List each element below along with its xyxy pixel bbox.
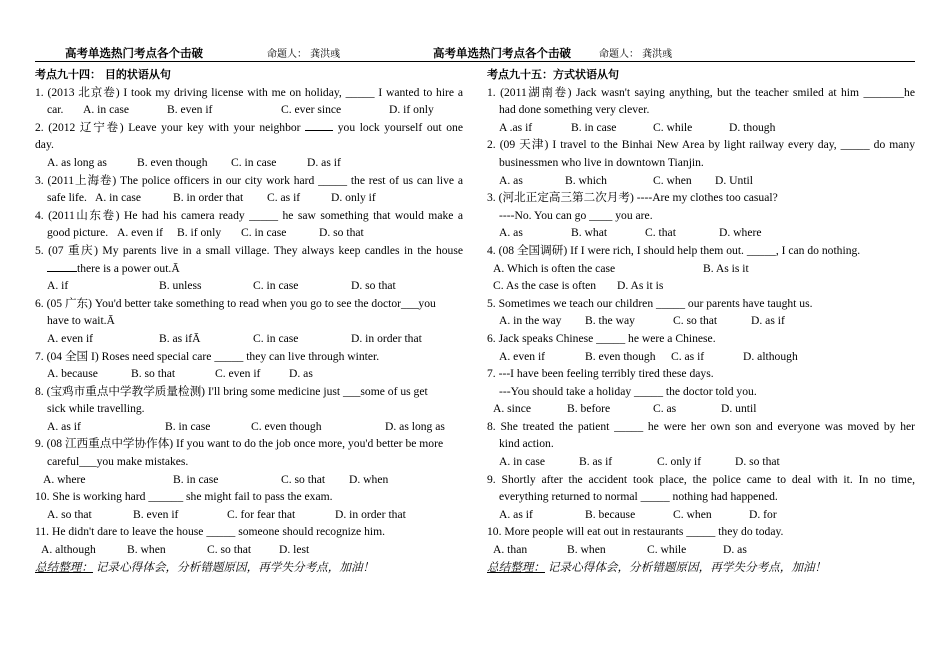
option: D. so that xyxy=(735,455,780,469)
question-options xyxy=(35,418,463,436)
option: D. in order that xyxy=(351,331,422,345)
option: C. in case xyxy=(253,331,299,345)
option: B. because xyxy=(585,507,636,521)
option: D. though xyxy=(729,120,776,134)
question-line: 6. (05 广东) You'd better take something to read when you go to see the doctor___you xyxy=(35,296,436,310)
option: A. as xyxy=(499,173,523,187)
option: A. even if xyxy=(47,331,94,345)
option: D. as xyxy=(289,367,313,381)
summary-label: 总结整理： xyxy=(487,560,545,574)
question-line: 4. (08 全国调研) If I were rich, I should help them out. _____, I can do nothing. xyxy=(487,243,861,257)
option: C. when xyxy=(653,173,692,187)
question-text: car. xyxy=(47,103,64,117)
option: B. so that xyxy=(131,367,176,381)
option: A. in case xyxy=(83,103,130,117)
right-section-title: 考点九十五：方式状语从句 xyxy=(487,68,619,81)
option: D. as if xyxy=(751,314,785,328)
option: B. in case xyxy=(173,472,219,486)
right-column xyxy=(487,66,915,576)
option: A. although xyxy=(41,543,96,557)
question-line: 3. (河北正定高三第二次月考) ----Are my clothes too casual? xyxy=(487,191,778,205)
summary-label: 总结整理： xyxy=(35,560,93,574)
option: C. only if xyxy=(657,455,702,469)
question-line: day. xyxy=(35,138,54,152)
question-text: 2. (2012 辽宁卷) Leave your key with your neighbor xyxy=(35,120,301,134)
option: C. in case xyxy=(231,155,277,169)
option: A. as long as xyxy=(47,155,107,169)
summary-text: 记录心得体会，分析错题原因，再学失分考点，加油！ xyxy=(92,560,375,574)
option: D. Until xyxy=(715,173,754,187)
answer-blank xyxy=(47,260,77,272)
option: C. while xyxy=(653,120,693,134)
option: C. so that xyxy=(207,543,252,557)
option: C. for fear that xyxy=(227,507,296,521)
option: A. where xyxy=(43,472,86,486)
question-line: 1. (2013 北京卷) I took my driving license with me on holiday, _____ I wanted to hire a xyxy=(35,85,463,99)
question-options xyxy=(487,277,915,295)
question-options xyxy=(35,471,463,489)
question-options xyxy=(35,154,463,172)
left-header-title: 高考单选热门考点各个击破 xyxy=(65,48,203,60)
question-text: safe life. xyxy=(47,191,87,205)
option: C. in case xyxy=(241,226,287,240)
option: B. in order that xyxy=(173,191,244,205)
option: A. as xyxy=(499,226,523,240)
option: D. as if xyxy=(307,155,341,169)
option: D. where xyxy=(719,226,762,240)
question-line: ---You should take a holiday _____ the doctor told you. xyxy=(499,384,757,398)
option: C. that xyxy=(645,226,676,240)
option: C. when xyxy=(673,507,712,521)
question-line: 4. (2011山东卷) He had his camera ready _____ he saw something that would make a xyxy=(35,208,463,222)
option: C. while xyxy=(647,543,687,557)
option: D. as xyxy=(723,543,747,557)
option: D. As it is xyxy=(617,279,664,293)
question-line: had done something very clever. xyxy=(499,103,650,117)
question-line: 11. He didn't dare to leave the house _____ someone should recognize him. xyxy=(35,525,386,539)
question-line: sick while travelling. xyxy=(47,402,145,416)
option: C. As the case is often xyxy=(493,279,597,293)
question-line: 9. (08 江西重点中学协作体) If you want to do the job once more, you'd better be more xyxy=(35,437,444,451)
question-line xyxy=(35,260,463,278)
question-line: kind action. xyxy=(499,437,554,451)
option: C. so that xyxy=(673,314,718,328)
option: C. in case xyxy=(253,279,299,293)
option: B. even though xyxy=(585,349,656,363)
option: C. as if xyxy=(267,191,301,205)
option: A. in case xyxy=(95,191,142,205)
option: A. than xyxy=(493,543,528,557)
option: C. even if xyxy=(215,367,261,381)
question-line: have to wait.Ā xyxy=(47,314,115,328)
option: B. in case xyxy=(165,419,211,433)
question-text: there is a power out.Ā xyxy=(77,261,180,275)
option: B. if only xyxy=(177,226,222,240)
option: B. unless xyxy=(159,279,202,293)
option: C. as if xyxy=(671,349,705,363)
question-line: 7. ---I have been feeling terribly tired these days. xyxy=(487,367,714,381)
question-line: 3. (2011上海卷) The police officers in our city work hard _____ the rest of us can live a xyxy=(35,173,463,187)
option: A .as if xyxy=(499,120,533,134)
question-text: good picture. xyxy=(47,226,109,240)
question-line: businessmen who live in downtown Tianjin. xyxy=(499,155,704,169)
option: D. so that xyxy=(319,226,364,240)
right-header-author: 命题人： 龚洪彧 xyxy=(599,49,673,60)
question-line: 5. Sometimes we teach our children _____ our parents have taught us. xyxy=(487,296,813,310)
option: A. because xyxy=(47,367,98,381)
option: A. even if xyxy=(499,349,546,363)
question-line: 8. (宝鸡市重点中学教学质量检测) I'll bring some medicine just ___some of us get xyxy=(35,384,428,398)
right-page-header xyxy=(433,45,672,61)
header-rule xyxy=(35,61,915,62)
option: C. so that xyxy=(281,472,326,486)
option: B. what xyxy=(571,226,608,240)
question-line: 10. More people will eat out in restaurants _____ they do today. xyxy=(487,525,784,539)
option: D. if only xyxy=(389,103,434,117)
left-header-author: 命题人： 龚洪彧 xyxy=(267,49,341,60)
option: B. as if xyxy=(579,455,613,469)
question-options xyxy=(487,312,915,330)
question-options xyxy=(487,506,915,524)
option: D. as long as xyxy=(385,419,445,433)
option: D. in order that xyxy=(335,507,406,521)
question-options xyxy=(487,260,915,278)
option: C. as xyxy=(653,402,677,416)
option: B. even though xyxy=(137,155,208,169)
question-line: 5. (07 重庆) My parents live in a small village. They always keep candles in the house xyxy=(35,243,463,257)
question-options xyxy=(35,541,463,559)
question-options xyxy=(35,277,463,295)
option: A. since xyxy=(493,402,531,416)
answer-blank xyxy=(305,119,333,131)
question-options xyxy=(35,224,463,242)
option: B. when xyxy=(567,543,606,557)
question-line: 10. She is working hard ______ she might fail to pass the exam. xyxy=(35,490,333,504)
question-options xyxy=(487,400,915,418)
option: B. which xyxy=(565,173,607,187)
question-options xyxy=(487,172,915,190)
left-section-title: 考点九十四： 目的状语从句 xyxy=(35,68,171,81)
question-line: 8. She treated the patient _____ he were her own son and everyone was moved by her xyxy=(487,419,915,433)
question-line xyxy=(35,119,463,137)
question-line: ----No. You can go ____ you are. xyxy=(499,208,653,222)
option: B. when xyxy=(127,543,166,557)
option: A. even if xyxy=(117,226,164,240)
option: A. if xyxy=(47,279,69,293)
option: A. Which is often the case xyxy=(493,261,616,275)
option: B. in case xyxy=(571,120,617,134)
question-options xyxy=(487,541,915,559)
option: D. although xyxy=(743,349,798,363)
option: B. before xyxy=(567,402,611,416)
summary-line xyxy=(487,559,915,577)
question-options xyxy=(35,189,463,207)
right-header-title: 高考单选热门考点各个击破 xyxy=(433,48,571,60)
question-line: 9. Shortly after the accident took place, the police came to deal with it. In no time, xyxy=(487,472,915,486)
option: B. as ifĀ xyxy=(159,331,201,345)
question-line: 2. (09 天津) I travel to the Binhai New Area by light railway every day, _____ do many xyxy=(487,138,915,152)
question-options xyxy=(35,101,463,119)
option: A. as if xyxy=(499,507,533,521)
option: D. when xyxy=(349,472,389,486)
question-line: 6. Jack speaks Chinese _____ he were a Chinese. xyxy=(487,331,716,345)
option: D. lest xyxy=(279,543,310,557)
question-options xyxy=(35,330,463,348)
option: B. the way xyxy=(585,314,635,328)
option: D. only if xyxy=(331,191,376,205)
question-options xyxy=(487,453,915,471)
question-options xyxy=(487,224,915,242)
left-column xyxy=(35,66,463,576)
summary-line xyxy=(35,559,463,577)
option: A. in case xyxy=(499,455,546,469)
option: A. as if xyxy=(47,419,81,433)
option: B. even if xyxy=(167,103,213,117)
option: C. even though xyxy=(251,419,322,433)
question-line: careful___you make mistakes. xyxy=(47,455,189,469)
option: D. until xyxy=(721,402,757,416)
option: D. for xyxy=(749,507,777,521)
question-options xyxy=(35,506,463,524)
question-line: everything returned to normal _____ nothing had happened. xyxy=(499,490,778,504)
question-line: 1. (2011湖南卷) Jack wasn't saying anything, but the teacher smiled at him _______he xyxy=(487,85,915,99)
left-page-header xyxy=(65,45,340,61)
option: B. even if xyxy=(133,507,179,521)
option: A. in the way xyxy=(499,314,562,328)
question-text: you lock yourself out one xyxy=(337,120,463,134)
option: C. ever since xyxy=(281,103,342,117)
option: A. so that xyxy=(47,507,92,521)
option: B. As is it xyxy=(703,261,749,275)
summary-text: 记录心得体会，分析错题原因，再学失分考点，加油！ xyxy=(544,560,827,574)
question-options xyxy=(35,365,463,383)
question-options xyxy=(487,348,915,366)
option: D. so that xyxy=(351,279,396,293)
question-options xyxy=(487,119,915,137)
question-line: 7. (04 全国 I) Roses need special care _____ they can live through winter. xyxy=(35,349,380,363)
